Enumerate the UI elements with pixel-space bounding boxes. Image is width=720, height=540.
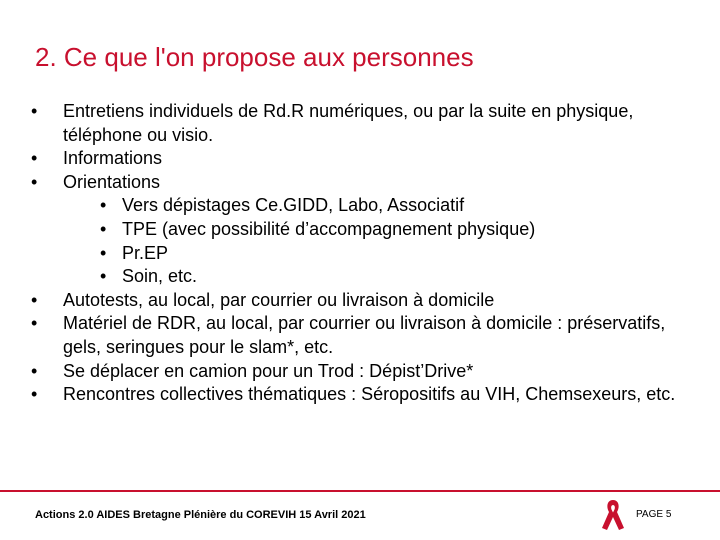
bullet-marker: • [31, 148, 38, 169]
bullet-marker: • [100, 195, 107, 216]
bullet-text: Vers dépistages Ce.GIDD, Labo, Associatif [122, 195, 465, 216]
footer-text: Actions 2.0 AIDES Bretagne Plénière du COREVIH 15 Avril 2021 [35, 509, 366, 521]
bullet-item [0, 289, 720, 313]
bullet-marker: • [31, 384, 38, 405]
bullet-list [0, 100, 720, 407]
bullet-item [0, 360, 720, 384]
bullet-item [0, 147, 720, 171]
bullet-marker: • [31, 289, 38, 310]
bullet-marker: • [100, 266, 107, 287]
bullet-marker: • [100, 242, 107, 263]
bullet-marker: • [31, 313, 38, 334]
bullet-text: TPE (avec possibilité d’accompagnement physique) [122, 218, 536, 239]
bullet-marker: • [100, 218, 107, 239]
bullet-text: Entretiens individuels de Rd.R numériques, ou par la suite en physique, téléphone ou visio. [63, 101, 634, 145]
bullet-text: Soin, etc. [122, 266, 198, 287]
page-number: PAGE 5 [636, 509, 672, 520]
slide-title: 2. Ce que l'on propose aux personnes [35, 42, 474, 72]
sub-bullet-item [0, 242, 720, 266]
bullet-marker: • [31, 360, 38, 381]
bullet-text: Pr.EP [122, 242, 169, 263]
bullet-item [0, 312, 720, 359]
bullet-text: Matériel de RDR, au local, par courrier ou livraison à domicile : préservatifs, gels, seringues pour le slam*, etc. [63, 313, 666, 357]
bullet-text: Orientations [63, 171, 161, 192]
sub-bullet-item [0, 265, 720, 289]
bullet-text: Se déplacer en camion pour un Trod : Dépist’Drive* [63, 360, 474, 381]
footer-divider [0, 490, 720, 492]
bullet-text: Autotests, au local, par courrier ou livraison à domicile [63, 289, 495, 310]
bullet-marker: • [31, 101, 38, 121]
bullet-item [0, 171, 720, 195]
bullet-text: Informations [63, 148, 163, 169]
bullet-text: Rencontres collectives thématiques : Séropositifs au VIH, Chemsexeurs, etc. [63, 384, 676, 405]
bullet-marker: • [31, 171, 38, 192]
sub-bullet-item [0, 218, 720, 242]
bullet-item [0, 383, 720, 407]
bullet-item [0, 100, 720, 147]
sub-bullet-item [0, 194, 720, 218]
red-ribbon-icon [598, 497, 628, 533]
